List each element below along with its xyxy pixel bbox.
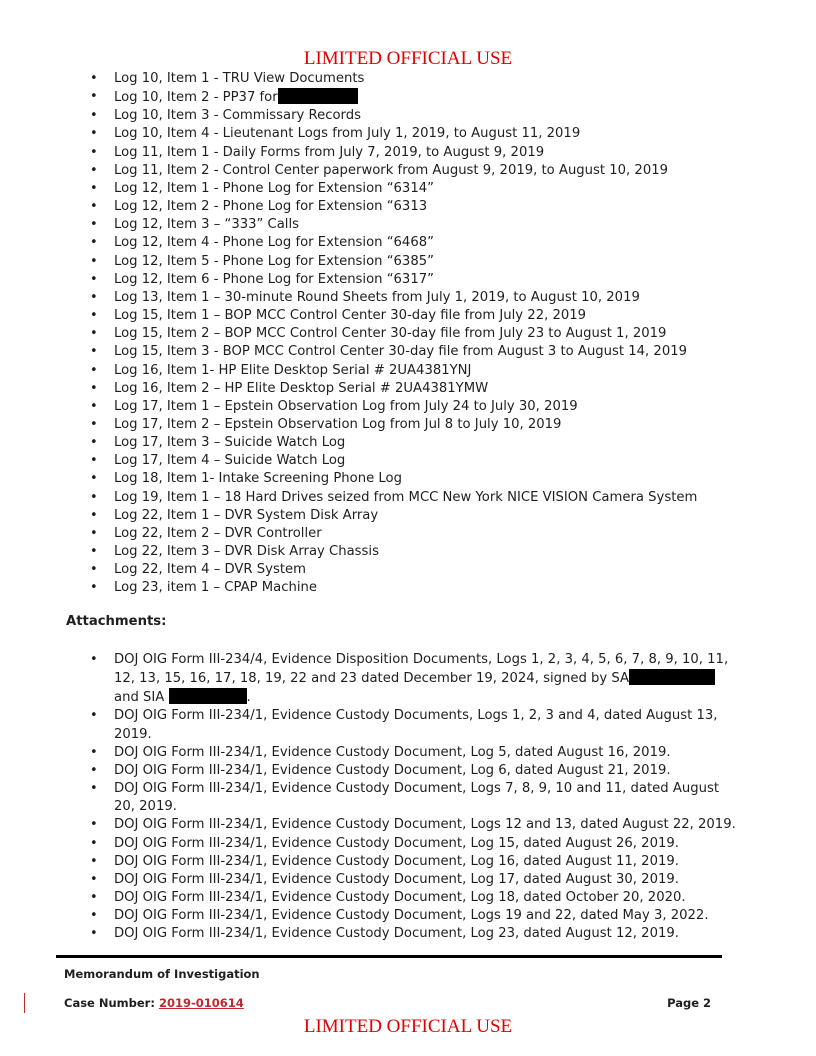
- list-item: • Log 12, Item 3 – “333” Calls: [0, 216, 697, 234]
- list-item: • DOJ OIG Form III-234/1, Evidence Custody Document, Log 15, dated August 26, 2019.: [0, 835, 780, 853]
- list-item: • Log 17, Item 2 – Epstein Observation Log from Jul 8 to July 10, 2019: [0, 416, 697, 434]
- list-item: • DOJ OIG Form III-234/1, Evidence Custody Documents, Logs 1, 2, 3 and 4, dated August 13, 2019.: [0, 707, 780, 743]
- page-number: Page 2: [667, 996, 711, 1010]
- list-item: • Log 11, Item 1 - Daily Forms from July 7, 2019, to August 9, 2019: [0, 144, 697, 162]
- list-item: • Log 10, Item 2 - PP37 for: [0, 88, 697, 107]
- list-item: • Log 12, Item 6 - Phone Log for Extension “6317”: [0, 271, 697, 289]
- list-item: • DOJ OIG Form III-234/1, Evidence Custody Document, Log 16, dated August 11, 2019.: [0, 853, 780, 871]
- attachments-heading: Attachments:: [66, 614, 167, 629]
- list-item: • Log 17, Item 1 – Epstein Observation Log from July 24 to July 30, 2019: [0, 398, 697, 416]
- list-item: • Log 17, Item 4 – Suicide Watch Log: [0, 452, 697, 470]
- list-item: • Log 15, Item 3 - BOP MCC Control Center 30-day file from August 3 to August 14, 2019: [0, 343, 697, 361]
- case-number-line: [64, 996, 244, 1010]
- list-item: • Log 22, Item 2 – DVR Controller: [0, 525, 697, 543]
- list-item: • DOJ OIG Form III-234/1, Evidence Custody Document, Logs 19 and 22, dated May 3, 2022.: [0, 907, 780, 925]
- list-item: • Log 22, Item 1 – DVR System Disk Array: [0, 507, 697, 525]
- list-item: • DOJ OIG Form III-234/1, Evidence Custody Document, Log 23, dated August 12, 2019.: [0, 925, 780, 943]
- list-item: • Log 17, Item 3 – Suicide Watch Log: [0, 434, 697, 452]
- list-item: • DOJ OIG Form III-234/1, Evidence Custody Document, Log 6, dated August 21, 2019.: [0, 762, 780, 780]
- list-item: • DOJ OIG Form III-234/1, Evidence Custody Document, Log 18, dated October 20, 2020.: [0, 889, 780, 907]
- list-item: • Log 10, Item 1 - TRU View Documents: [0, 70, 697, 88]
- redaction-box: [169, 688, 247, 704]
- case-number-value: 2019-010614: [158, 996, 244, 1010]
- list-item: • Log 15, Item 1 – BOP MCC Control Center 30-day file from July 22, 2019: [0, 307, 697, 325]
- list-item: • Log 12, Item 4 - Phone Log for Extension “6468”: [0, 234, 697, 252]
- list-item: • Log 12, Item 2 - Phone Log for Extension “6313: [0, 198, 697, 216]
- list-item: • Log 16, Item 1- HP Elite Desktop Serial # 2UA4381YNJ: [0, 362, 697, 380]
- list-item: • Log 22, Item 3 – DVR Disk Array Chassis: [0, 543, 697, 561]
- list-item: • DOJ OIG Form III-234/1, Evidence Custody Document, Log 5, dated August 16, 2019.: [0, 744, 780, 762]
- list-item: • DOJ OIG Form III-234/4, Evidence Disposition Documents, Logs 1, 2, 3, 4, 5, 6, 7, 8, 9, 10, 11, 12, 13, 15, 16, 17, 18, 19, 22 and 23 dated December 19, 2024, signed by SA and SIA .: [0, 651, 780, 707]
- list-item: • Log 23, item 1 – CPAP Machine: [0, 579, 697, 597]
- list-item: • DOJ OIG Form III-234/1, Evidence Custody Document, Log 17, dated August 30, 2019.: [0, 871, 780, 889]
- footer-divider: [56, 955, 722, 958]
- redaction-box: [629, 669, 715, 685]
- list-item: • DOJ OIG Form III-234/1, Evidence Custody Document, Logs 7, 8, 9, 10 and 11, dated August 20, 2019.: [0, 780, 780, 816]
- evidence-log-list: [0, 70, 697, 598]
- case-number-label: Case Number:: [64, 996, 159, 1010]
- list-item: • Log 12, Item 1 - Phone Log for Extension “6314”: [0, 180, 697, 198]
- list-item: • Log 13, Item 1 – 30-minute Round Sheets from July 1, 2019, to August 10, 2019: [0, 289, 697, 307]
- list-item: • Log 22, Item 4 – DVR System: [0, 561, 697, 579]
- list-item: • Log 18, Item 1- Intake Screening Phone Log: [0, 470, 697, 488]
- list-item: • DOJ OIG Form III-234/1, Evidence Custody Document, Logs 12 and 13, dated August 22, 2019.: [0, 816, 780, 834]
- list-item: • Log 15, Item 2 – BOP MCC Control Center 30-day file from July 23 to August 1, 2019: [0, 325, 697, 343]
- list-item: • Log 11, Item 2 - Control Center paperwork from August 9, 2019, to August 10, 2019: [0, 162, 697, 180]
- list-item: • Log 10, Item 4 - Lieutenant Logs from July 1, 2019, to August 11, 2019: [0, 125, 697, 143]
- attachments-list: [0, 651, 780, 944]
- classification-banner-top: LIMITED OFFICIAL USE: [303, 48, 513, 69]
- revision-bar: [24, 993, 25, 1013]
- list-item: • Log 16, Item 2 – HP Elite Desktop Serial # 2UA4381YMW: [0, 380, 697, 398]
- list-item: • Log 12, Item 5 - Phone Log for Extension “6385”: [0, 253, 697, 271]
- redaction-box: [278, 88, 358, 104]
- classification-banner-bottom: LIMITED OFFICIAL USE: [303, 1016, 513, 1037]
- list-item: • Log 10, Item 3 - Commissary Records: [0, 107, 697, 125]
- memo-title: Memorandum of Investigation: [64, 967, 260, 981]
- list-item: • Log 19, Item 1 – 18 Hard Drives seized from MCC New York NICE VISION Camera System: [0, 489, 697, 507]
